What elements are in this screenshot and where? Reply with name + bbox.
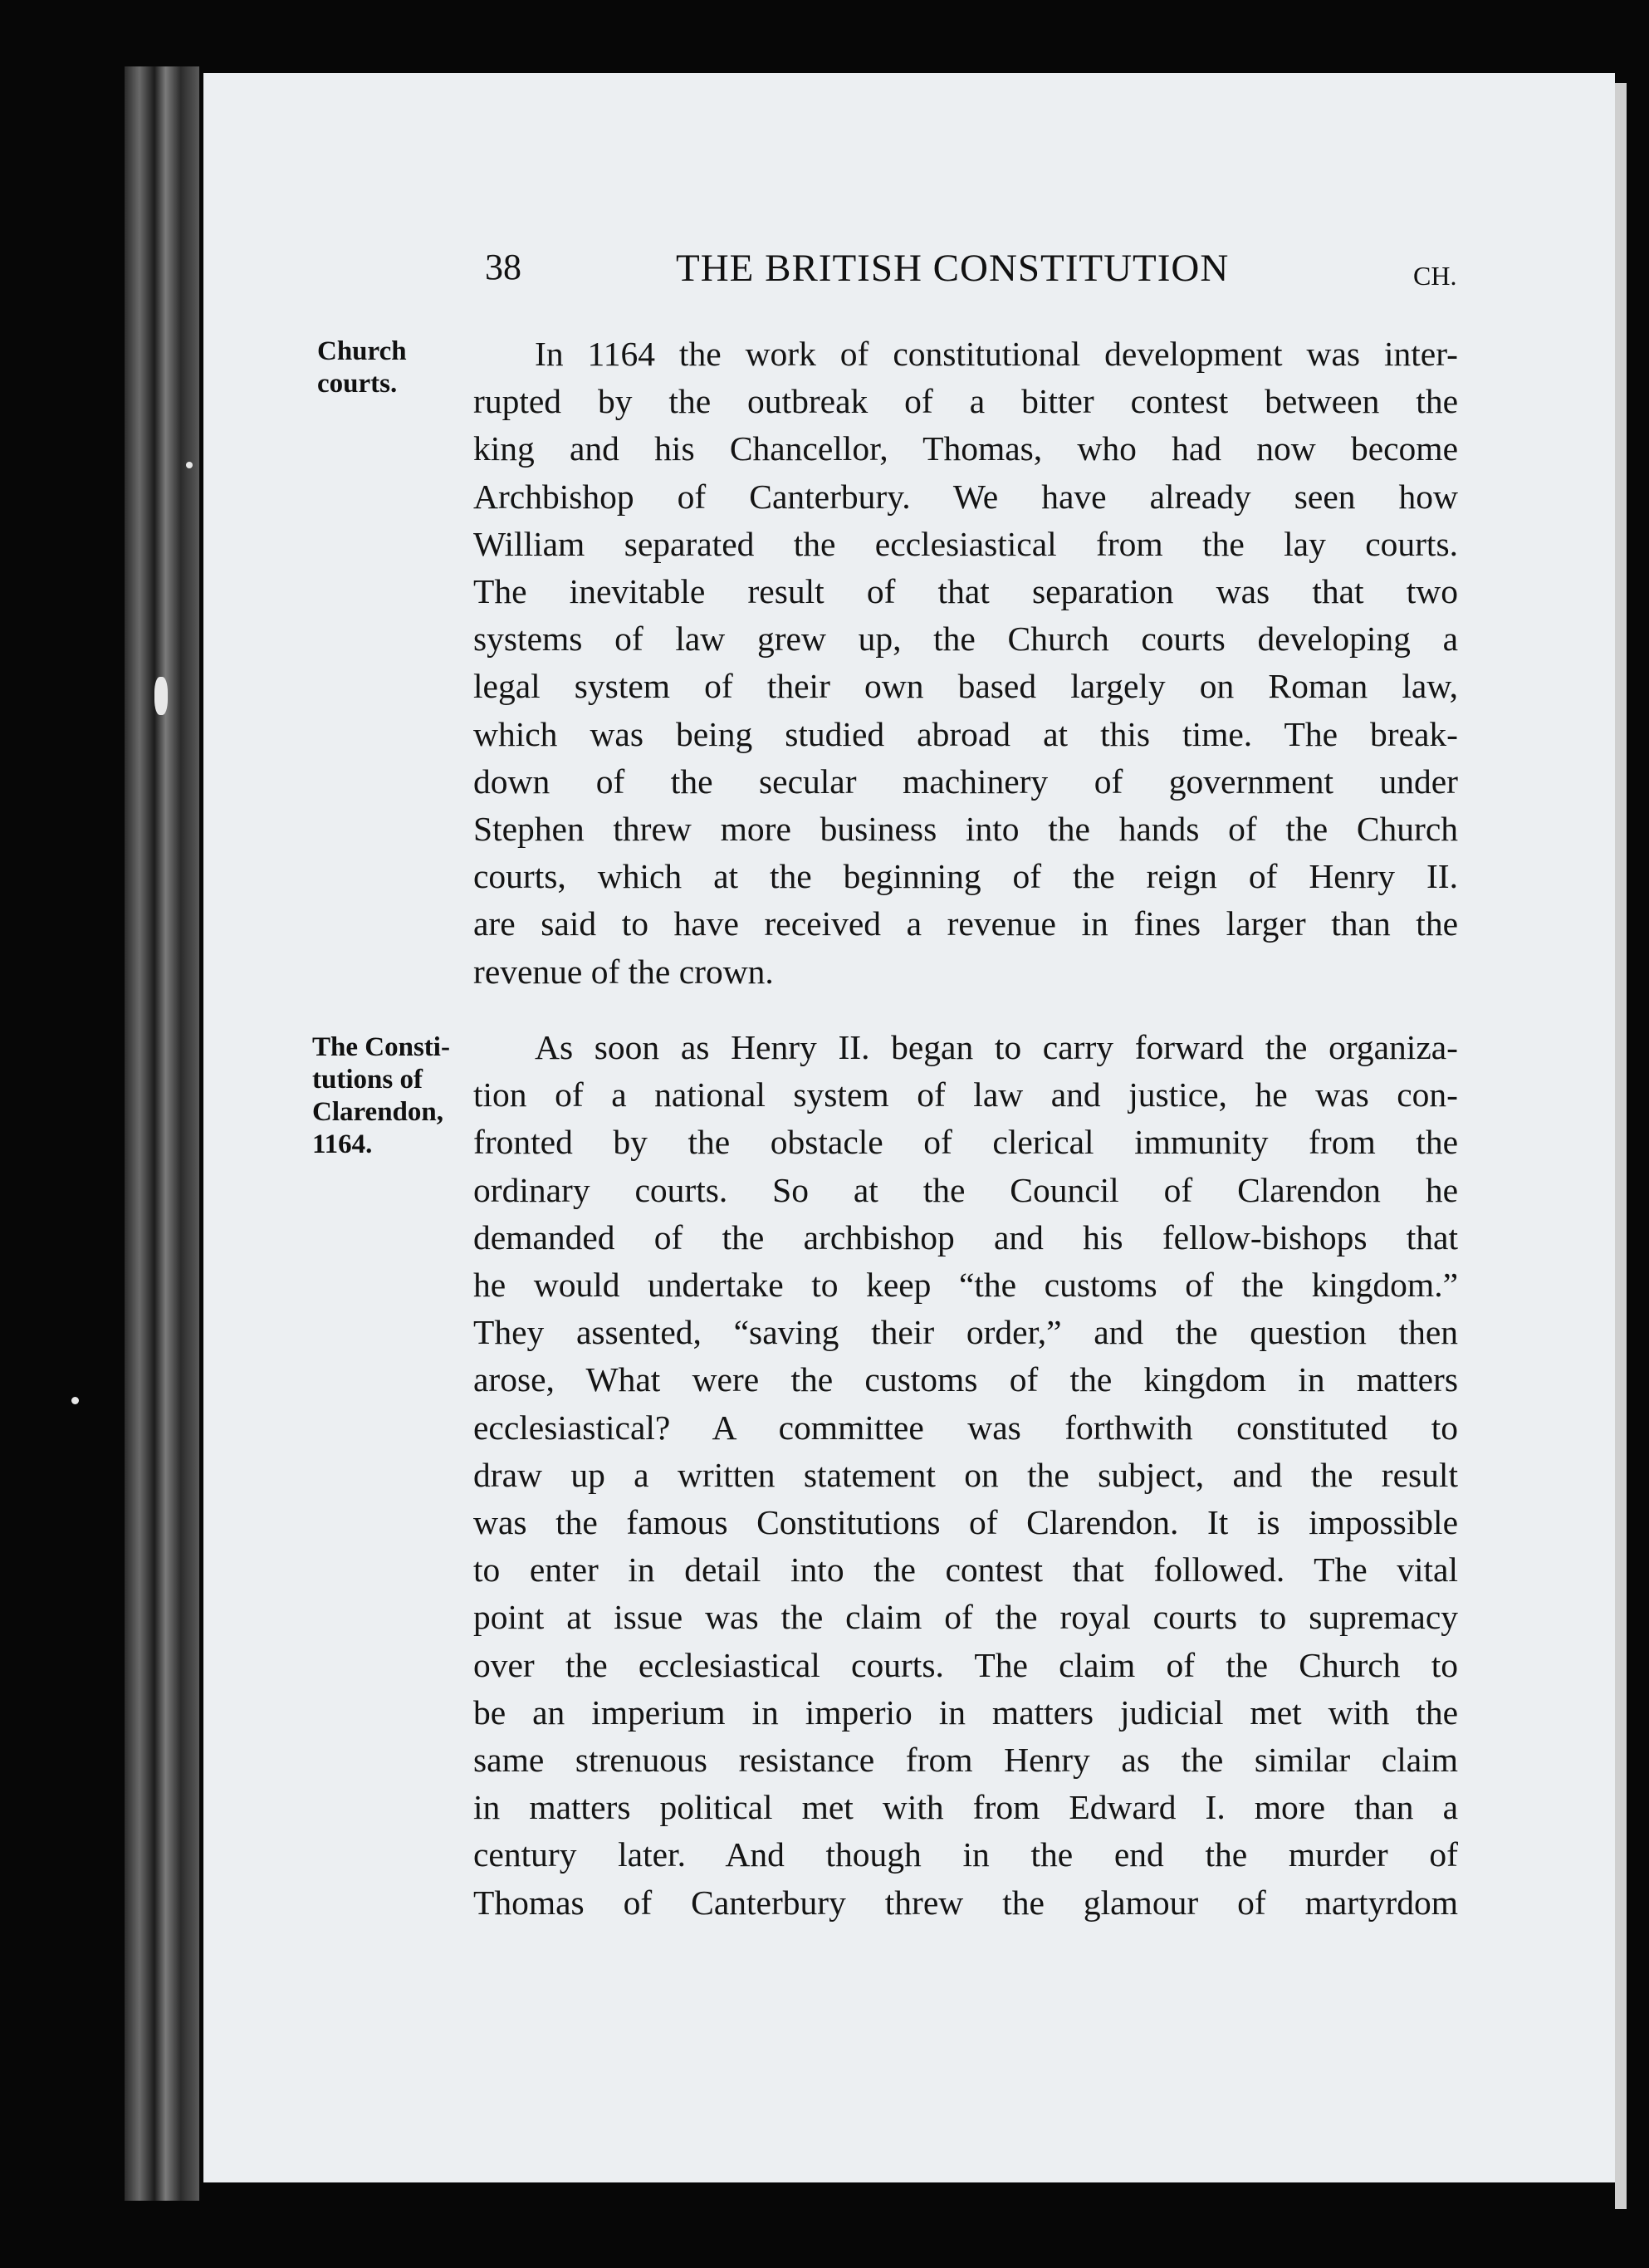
text-line: was the famous Constitutions of Clarendon. It is impossible [473,1503,1458,1542]
paragraph-constitutions [473,1024,1458,1927]
text-line: Thomas of Canterbury threw the glamour of martyrdom [473,1883,1458,1922]
text-line: In 1164 the work of constitutional development was inter- [535,335,1458,373]
page-edge [1615,83,1627,2209]
text-line: The inevitable result of that separation was that two [473,572,1458,611]
text-line: Archbishop of Canterbury. We have already seen how [473,477,1458,516]
text-line: legal system of their own based largely on Roman law, [473,667,1458,706]
scan-speck [186,462,193,468]
text-line: down of the secular machinery of government under [473,762,1458,801]
text-line: Stephen threw more business into the hands of the Church [473,810,1458,849]
sidenote-line: Church [317,336,407,366]
scan-speck [154,677,168,715]
text-line: They assented, “saving their order,” and the question then [473,1313,1458,1352]
book-binding [125,66,199,2201]
text-line: to enter in detail into the contest that followed. The vital [473,1550,1458,1590]
sidenote-line: The Consti- [312,1032,450,1062]
text-line: revenue of the crown. [473,952,774,991]
text-line: over the ecclesiastical courts. The claim of the Church to [473,1645,1458,1684]
sidenote-line: courts. [317,369,398,399]
sidenote-church-courts [317,336,407,400]
chapter-mark: CH. [1413,261,1457,291]
text-line: ordinary courts. So at the Council of Clarendon he [473,1170,1458,1209]
text-line: rupted by the outbreak of a bitter contest between the [473,382,1458,421]
text-line: which was being studied abroad at this time. The break- [473,714,1458,753]
text-line: same strenuous resistance from Henry as the similar claim [473,1741,1458,1780]
scan-speck [71,1397,79,1404]
sidenote-line: Clarendon, [312,1097,444,1127]
text-line: draw up a written statement on the subject, and the result [473,1455,1458,1494]
page-number: 38 [485,247,521,287]
text-line: arose, What were the customs of the kingdom in matters [473,1360,1458,1399]
sidenote-line: tutions of [312,1065,423,1095]
text-line: in matters political met with from Edward I. more than a [473,1788,1458,1827]
text-line: As soon as Henry II. began to carry forward the organiza- [535,1028,1458,1066]
text-line: demanded of the archbishop and his fellow-bishops that [473,1217,1458,1256]
text-line: century later. And though in the end the murder of [473,1835,1458,1874]
text-line: systems of law grew up, the Church courts developing a [473,620,1458,659]
text-line: be an imperium in imperio in matters judicial met with the [473,1692,1458,1732]
text-line: tion of a national system of law and justice, he was con- [473,1075,1458,1114]
text-line: courts, which at the beginning of the reign of Henry II. [473,857,1458,896]
text-line: William separated the ecclesiastical from the lay courts. [473,524,1458,563]
text-line: fronted by the obstacle of clerical immunity from the [473,1123,1458,1162]
text-line: ecclesiastical? A committee was forthwith constituted to [473,1408,1458,1447]
running-head [485,246,1468,304]
text-line: point at issue was the claim of the royal courts to supremacy [473,1598,1458,1637]
paragraph-church-courts [473,331,1458,996]
text-line: he would undertake to keep “the customs of the kingdom.” [473,1266,1458,1305]
sidenote-constitutions-of-clarendon [312,1031,450,1161]
running-title: THE BRITISH CONSTITUTION [676,247,1230,290]
text-line: are said to have received a revenue in fines larger than the [473,904,1458,943]
sidenote-line: 1164. [312,1129,373,1159]
text-line: king and his Chancellor, Thomas, who had now become [473,429,1458,468]
